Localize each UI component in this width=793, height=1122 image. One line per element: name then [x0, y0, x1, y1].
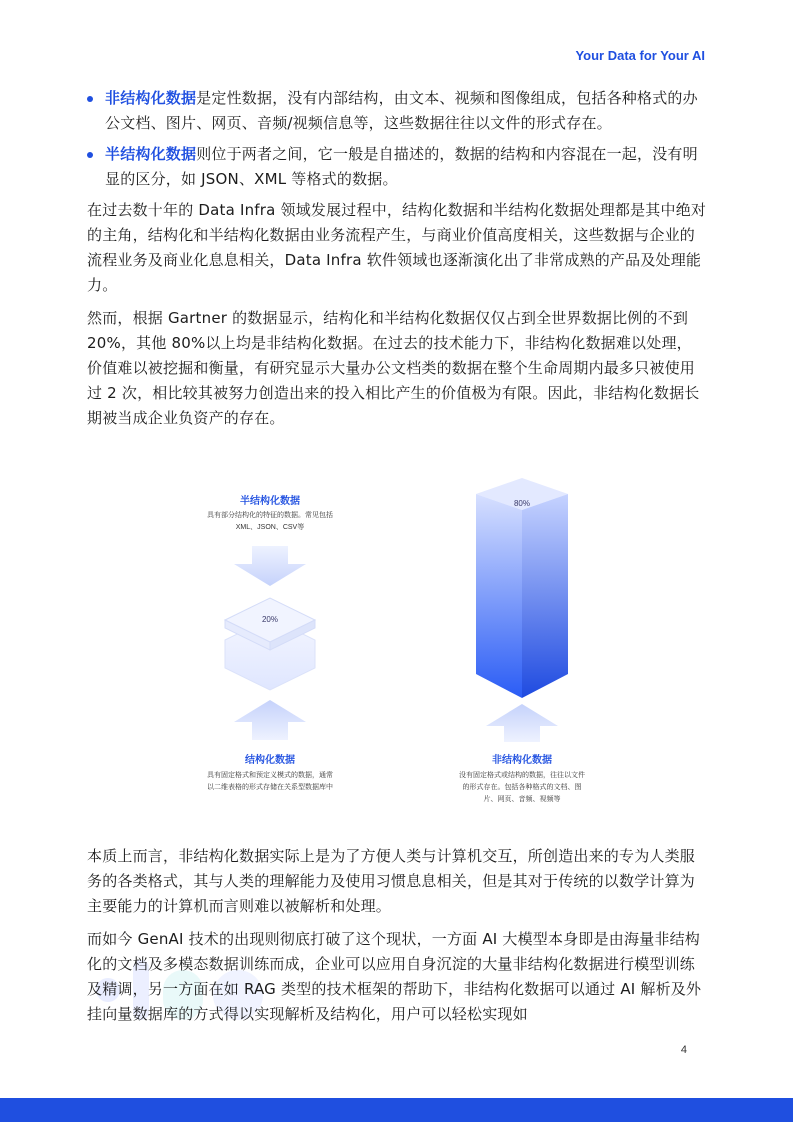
unstructured-title: 非结构化数据 [492, 755, 552, 766]
tall-column-label: 80% [513, 499, 530, 508]
structured-desc: 具有固定格式和预定义模式的数据，通常 以二维表格的形式存储在关系型数据库中 [207, 772, 333, 791]
header-brand: Your Data for Your AI [575, 48, 705, 63]
paragraph: 本质上而言，非结构化数据实际上是为了方便人类与计算机交互，所创造出来的专为人类服务的各类格式，其与人类的理解能力及使用习惯息息相关，但是其对于传统的以数学计算为主要能力的计算机而言则难以被解析和处理。 [87, 847, 696, 915]
footer-bar [0, 1098, 793, 1122]
structured-title: 结构化数据 [245, 755, 295, 766]
paragraph: 然而，根据 Gartner 的数据显示，结构化和半结构化数据仅仅占到全世界数据比例的不到 20%，其他 80%以上均是非结构化数据。在过去的技术能力下，非结构化数据难以处理，价值难以被挖掘和衡量，有研究显示大量办公文档类的数据在整个生命周期内最多只被使用过 2 次，相比较其被努力创造出来的投入相比产生的价值极为有限。因此，非结构化数据长期被当成企业负资产的存在。 [87, 309, 700, 427]
up-arrow-icon [234, 700, 306, 740]
bullet-unstructured [87, 86, 707, 136]
bullet-text: 是定性数据，没有内部结构，由文本、视频和图像组成，包括各种格式的办公文档、图片、网页、音频/视频信息等，这些数据往往以文件的形式存在。 [105, 89, 698, 132]
bullet-dot [87, 96, 93, 102]
bullet-term: 非结构化数据 [105, 89, 197, 107]
bullet-semistructured [87, 142, 707, 192]
paragraph: 而如今 GenAI 技术的出现则彻底打破了这个现状，一方面 AI 大模型本身即是由海量非结构化的文档及多模态数据训练而成，企业可以应用自身沉淀的大量非结构化数据进行模型训练及精调，另一方面在如 RAG 类型的技术框架的帮助下，非结构化数据可以通过 AI 解析及外挂向量数据库的方式得以实现解析及结构化，用户可以轻松实现如 [87, 930, 702, 1023]
page-number: 4 [680, 1044, 687, 1056]
semi-structured-title: 半结构化数据 [240, 496, 300, 507]
semi-structured-desc: 具有部分结构化的特征的数据。常见包括 XML、JSON、CSV等 [207, 512, 333, 531]
small-stack-block [225, 598, 315, 690]
bullet-dot [87, 152, 93, 158]
unstructured-desc: 没有固定格式或结构的数据，往往以文件 的形式存在。包括各种格式的文档、图 片、网页、音频、视频等 [459, 772, 585, 803]
tall-column-block [476, 478, 568, 698]
paragraph: 在过去数十年的 Data Infra 领域发展过程中，结构化数据和半结构化数据处理都是其中绝对的主角，结构化和半结构化数据由业务流程产生，与商业价值高度相关，这些数据与企业的流程业务及商业化息息相关，Data Infra 软件领域也逐渐演化出了非常成熟的产品及处理能力。 [87, 201, 707, 294]
main-content [87, 86, 707, 439]
up-arrow-icon [486, 704, 558, 742]
bullet-term: 半结构化数据 [105, 145, 197, 163]
small-stack-label: 20% [261, 615, 278, 624]
data-types-figure [170, 478, 630, 818]
bullet-text: 则位于两者之间，它一般是自描述的，数据的结构和内容混在一起，没有明显的区分，如 JSON、XML 等格式的数据。 [105, 145, 698, 188]
down-arrow-icon [234, 546, 306, 586]
main-content-after [87, 844, 707, 1035]
